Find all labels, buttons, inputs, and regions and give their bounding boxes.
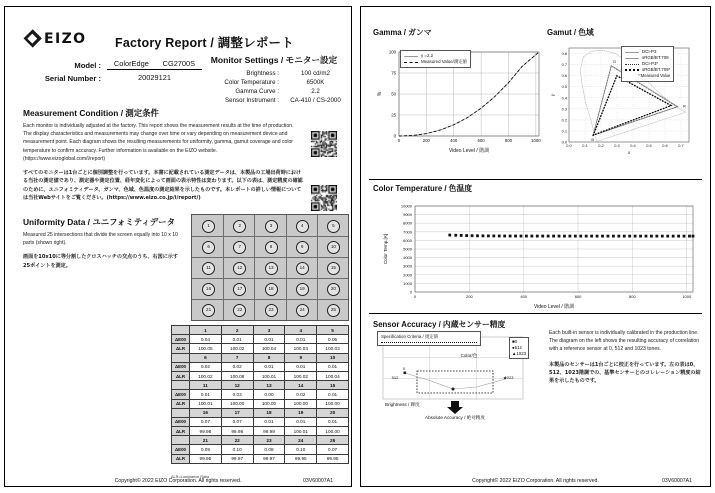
table-cell-de: 0.01 <box>253 417 285 426</box>
qr-code-icon-english[interactable] <box>311 131 337 157</box>
model-values <box>107 59 202 70</box>
uniformity-point-8: 8 <box>265 241 278 254</box>
table-cell-lr: 100.02 <box>285 371 317 380</box>
table-index-cell: 1 <box>190 326 222 335</box>
svg-text:6000: 6000 <box>403 237 412 243</box>
svg-text:Color Temp.[K]: Color Temp.[K] <box>383 233 388 265</box>
table-cell-lr: 100.03 <box>285 344 317 353</box>
svg-text:10000: 10000 <box>400 203 412 209</box>
table-index-cell: 7 <box>221 353 253 362</box>
svg-text:1000: 1000 <box>682 294 692 299</box>
svg-text:9000: 9000 <box>403 212 412 218</box>
serial-value: 20029121 <box>138 73 171 82</box>
table-cell-lr: 100.08 <box>221 371 253 380</box>
uniformity-point-11: 11 <box>202 262 215 275</box>
gamma-legend <box>400 50 471 68</box>
svg-text:1023: 1023 <box>504 375 514 380</box>
svg-text:0.8: 0.8 <box>561 51 567 57</box>
table-cell-de: 0.09 <box>190 445 222 454</box>
table-cell-lr: 100.00 <box>317 399 349 408</box>
svg-text:Video Level / 階調: Video Level / 階調 <box>448 148 490 154</box>
table-row <box>172 417 349 426</box>
uniformity-point-4: 4 <box>296 220 309 233</box>
table-index-cell: 22 <box>221 436 253 445</box>
legend-label: Measured Value/測定値 <box>421 59 468 64</box>
uniformity-point-1: 1 <box>202 220 215 233</box>
uniformity-point-22: 22 <box>233 304 246 317</box>
legend-label: sRGB/BT.709* <box>642 67 671 72</box>
svg-text:0.5: 0.5 <box>646 143 652 148</box>
svg-text:0.3: 0.3 <box>614 143 620 148</box>
uniformity-point-13: 13 <box>265 262 278 275</box>
svg-text:400: 400 <box>450 138 458 143</box>
table-index-cell: 16 <box>190 408 222 417</box>
svg-text:0.1: 0.1 <box>582 143 588 148</box>
table-cell-de: 0.03 <box>221 390 253 399</box>
svg-text:0: 0 <box>393 133 396 139</box>
table-index-cell: 23 <box>253 436 285 445</box>
uniformity-grid-diagram <box>191 214 349 321</box>
table-cell-de: 0.10 <box>285 445 317 454</box>
uniformity-heading: Uniformity Data / ユニフォミティデータ <box>23 217 175 227</box>
sensor-tone-legend <box>509 337 529 359</box>
measurement-condition-section <box>23 107 305 203</box>
legend-swatch-dcip3 <box>625 52 639 53</box>
table-cell-lr: 100.02 <box>190 371 222 380</box>
table-index-cell: 20 <box>317 408 349 417</box>
table-index-cell: 17 <box>221 408 253 417</box>
svg-text:100: 100 <box>388 49 396 55</box>
table-row-header-lr: ΔLR <box>172 427 190 436</box>
uniformity-point-19: 19 <box>296 283 309 296</box>
svg-text:200: 200 <box>422 138 430 143</box>
legend-item <box>512 351 526 357</box>
uniformity-point-24: 24 <box>296 304 309 317</box>
grid-vline <box>254 215 255 320</box>
table-index-cell: 12 <box>221 381 253 390</box>
svg-text:0: 0 <box>397 138 401 143</box>
legend-note: *:Measured Value <box>638 73 671 78</box>
setting-value: 2.2 <box>311 88 320 95</box>
svg-text:0.6: 0.6 <box>561 73 567 79</box>
report-page-right <box>360 6 711 487</box>
uniformity-point-10: 10 <box>327 241 340 254</box>
table-row <box>172 436 349 445</box>
svg-text:0: 0 <box>413 294 417 299</box>
gamma-chart-section <box>373 27 545 166</box>
table-cell-lr: 100.01 <box>285 427 317 436</box>
setting-value: 100 cd/m2 <box>301 70 330 77</box>
table-row <box>172 353 349 362</box>
table-cell-lr: 100.02 <box>221 344 253 353</box>
table-cell-de: 0.01 <box>317 417 349 426</box>
table-cell-lr: 100.03 <box>317 344 349 353</box>
table-cell-lr: 100.04 <box>317 371 349 380</box>
eizo-logo-icon <box>23 29 42 48</box>
table-cell-de: 0.01 <box>317 390 349 399</box>
qr-code-icon-japanese[interactable] <box>311 185 337 211</box>
table-row-header-lr: ΔLR <box>172 454 190 463</box>
table-cell-de: 0.02 <box>285 390 317 399</box>
table-cell-de: 0.01 <box>317 362 349 371</box>
grid-vline <box>223 215 224 320</box>
table-cell-de: 0.00 <box>253 390 285 399</box>
svg-text:5000: 5000 <box>403 246 412 252</box>
table-cell-lr: 100.00 <box>285 399 317 408</box>
table-cell-lr: 100.04 <box>253 344 285 353</box>
sensor-accuracy-english: Each built-in sensor is individually calibrated in the production line. The diagram on the left shows the resulting accuracy of correlation with a reference sensor at 0, 512 and 1023 tones. <box>549 330 700 353</box>
table-row-header-de: ΔE00 <box>172 445 190 454</box>
table-row <box>172 427 349 436</box>
gamut-plot <box>547 38 703 166</box>
svg-text:7000: 7000 <box>403 229 412 235</box>
color-temperature-chart-title: Color Temperature / 色温度 <box>373 184 473 193</box>
svg-text:2000: 2000 <box>403 272 412 278</box>
page-title: Factory Report / 調整レポート <box>115 36 294 50</box>
svg-text:0.2: 0.2 <box>598 143 604 148</box>
table-cell-de: 0.07 <box>317 445 349 454</box>
report-page-left <box>4 6 352 487</box>
grid-hline <box>192 236 348 237</box>
setting-row <box>201 87 347 96</box>
svg-text:8000: 8000 <box>403 220 412 226</box>
table-cell-de: 0.01 <box>285 362 317 371</box>
monitor-settings <box>201 54 347 105</box>
svg-text:600: 600 <box>574 294 582 299</box>
uniformity-point-15: 15 <box>327 262 340 275</box>
table-row <box>172 408 349 417</box>
legend-label: DCI-P3 <box>642 49 657 54</box>
table-row <box>172 335 349 344</box>
table-corner <box>172 353 190 362</box>
svg-text:800: 800 <box>504 138 513 143</box>
setting-value: 6500K <box>306 79 325 86</box>
uniformity-point-21: 21 <box>202 304 215 317</box>
table-cell-lr: 99.97 <box>221 454 253 463</box>
legend-label: γ =2.2 <box>421 53 434 58</box>
table-cell-de: 0.04 <box>190 335 222 344</box>
table-cell-de: 0.01 <box>253 362 285 371</box>
grid-vline <box>317 215 318 320</box>
table-row-header-lr: ΔLR <box>172 399 190 408</box>
table-index-cell: 21 <box>190 436 222 445</box>
legend-swatch-srgb <box>625 58 639 59</box>
table-index-cell: 8 <box>253 353 285 362</box>
table-index-cell: 5 <box>317 326 349 335</box>
table-index-cell: 24 <box>285 436 317 445</box>
legend-label: DCI-P3* <box>642 61 659 66</box>
svg-text:800: 800 <box>629 294 636 299</box>
svg-text:25: 25 <box>391 112 396 118</box>
uniformity-point-12: 12 <box>233 262 246 275</box>
table-index-cell: 3 <box>253 326 285 335</box>
uniformity-point-20: 20 <box>327 283 340 296</box>
measurement-condition-english: Each monitor is individually adjusted at the factory. This report shows the measurement results at the time of production. The display characteristics and measurements may change over time or vary depending on measurement device and measurement point. Each diagram shows the resulting measurements for uniformity, gamma, gamut coverage and color temperature to confirm accuracy. Further information is available on the EIZO website. (https://www.eizoglobal.com/i/report) <box>23 123 294 162</box>
uniformity-point-16: 16 <box>202 283 215 296</box>
table-cell-de: 0.10 <box>221 445 253 454</box>
svg-text:3000: 3000 <box>403 263 412 269</box>
svg-text:0.4: 0.4 <box>561 95 567 101</box>
spec-criteria-label: Specification Criteria / 規定値 <box>381 334 439 339</box>
uniformity-point-18: 18 <box>265 283 278 296</box>
sensor-accuracy-japanese: 本製品のセンサーは1台ごとに校正を行っています。左の表は0、512、1023階調での、基準センサーとのコレレーション精度の結果を示したものです。 <box>549 361 701 385</box>
svg-text:1000: 1000 <box>403 280 412 286</box>
monitor-settings-heading: Monitor Settings / モニター設定 <box>210 55 338 65</box>
table-cell-lr: 100.01 <box>253 371 285 380</box>
model-row <box>27 59 202 70</box>
uniformity-point-2: 2 <box>233 220 246 233</box>
svg-text:0.7: 0.7 <box>561 62 567 68</box>
table-index-cell: 18 <box>253 408 285 417</box>
serial-label: Serial Number : <box>44 74 101 83</box>
table-cell-lr: 99.98 <box>190 427 222 436</box>
legend-item <box>404 59 467 65</box>
table-index-cell: 2 <box>221 326 253 335</box>
svg-text:0.6: 0.6 <box>662 143 668 148</box>
table-index-cell: 19 <box>285 408 317 417</box>
uniformity-point-9: 9 <box>296 241 309 254</box>
svg-text:0.3: 0.3 <box>561 106 567 112</box>
uniformity-table-note: ΔLR=Luminance Ratio <box>171 475 210 479</box>
setting-row <box>201 78 347 87</box>
table-cell-de: 0.07 <box>190 417 222 426</box>
svg-text:200: 200 <box>466 294 473 299</box>
table-index-cell: 25 <box>317 436 349 445</box>
table-row <box>172 445 349 454</box>
setting-row <box>201 69 347 78</box>
table-cell-de: 0.08 <box>253 445 285 454</box>
table-index-cell: 15 <box>317 381 349 390</box>
table-corner <box>172 326 190 335</box>
svg-text:4000: 4000 <box>403 255 412 261</box>
gamma-chart-title: Gamma / ガンマ <box>373 28 432 37</box>
uniformity-point-6: 6 <box>202 241 215 254</box>
legend-swatch-srgb-measured <box>625 69 639 71</box>
table-row <box>172 344 349 353</box>
table-row-header-de: ΔE00 <box>172 362 190 371</box>
gamut-legend <box>621 46 674 82</box>
setting-value: CA-410 / CS-2000 <box>290 97 341 104</box>
gamut-chart-title: Gamut / 色域 <box>547 28 594 37</box>
grid-hline <box>192 257 348 258</box>
sensor-accuracy-diagram <box>373 329 543 421</box>
sensor-accuracy-section <box>373 319 703 420</box>
svg-text:512: 512 <box>391 375 399 380</box>
document-number: 03V60007A1 <box>302 478 333 484</box>
svg-text:0.1: 0.1 <box>561 128 567 134</box>
svg-text:0: 0 <box>402 366 406 371</box>
copyright-text: Copyright© 2022 EIZO Corporation. All rights reserved. <box>114 478 242 484</box>
uniformity-english: Measured 25 intersections that divide the screen equally into 10 x 10 parts (shown right). <box>23 232 178 247</box>
table-cell-de: 0.01 <box>285 417 317 426</box>
setting-name: Brightness : <box>246 70 279 77</box>
table-cell-lr: 99.99 <box>253 427 285 436</box>
setting-name: Sensor Instrument : <box>225 97 279 104</box>
uniformity-point-23: 23 <box>265 304 278 317</box>
color-temperature-chart-section <box>373 183 703 312</box>
uniformity-point-7: 7 <box>233 241 246 254</box>
spec-criteria-line <box>381 342 477 343</box>
sensor-accuracy-heading: Sensor Accuracy / 内蔵センサー精度 <box>373 320 506 329</box>
uniformity-point-17: 17 <box>233 283 246 296</box>
serial-row <box>27 73 202 83</box>
uniformity-point-5: 5 <box>327 220 340 233</box>
model-block <box>27 59 202 86</box>
table-index-cell: 13 <box>253 381 285 390</box>
svg-text:0.2: 0.2 <box>561 117 567 123</box>
table-cell-lr: 99.97 <box>253 454 285 463</box>
table-cell-de: 0.01 <box>221 335 253 344</box>
model-label: Model : <box>74 61 101 70</box>
eizo-logo-text: EIZO <box>44 30 87 47</box>
table-cell-de: 0.02 <box>190 362 222 371</box>
model-series: ColorEdge <box>113 59 149 68</box>
table-index-cell: 4 <box>285 326 317 335</box>
table-cell-lr: 99.95 <box>190 454 222 463</box>
table-row <box>172 326 349 335</box>
table-cell-lr: 100.00 <box>221 399 253 408</box>
setting-row <box>201 96 347 105</box>
legend-label: sRGB/BT.709 <box>642 55 669 60</box>
svg-text:50: 50 <box>391 91 396 97</box>
eizo-logo <box>23 29 86 48</box>
table-cell-de: 0.02 <box>221 362 253 371</box>
uniformity-table <box>171 325 349 464</box>
setting-name: Gamma Curve : <box>235 88 279 95</box>
divider-upper <box>369 179 702 180</box>
table-row <box>172 381 349 390</box>
gamma-plot <box>373 38 545 166</box>
table-row-header-lr: ΔLR <box>172 371 190 380</box>
svg-text:1000: 1000 <box>531 138 541 143</box>
measurement-condition-japanese: すべてのモニターは1台ごとに個別調整を行っています。本書に記載されている測定データは、本製品の工場出荷時における当社の測定値であり、測定器や測定位置、経年変化によって画面の表示特性は変わります。以下の表は、測定精度の確認のために、ユニフォミティデータ、ガンマ、色域、色温度の測定結果を示したものです。本レポートの詳しい情報については当社Webサイトをご覧ください。(https://www.eizo.co.jp/i/report/) <box>23 170 303 202</box>
legend-swatch-dcip3-measured <box>625 64 639 65</box>
uniformity-japanese: 画面を10x10に等分割したクロスハッチの交点のうち、右図に示す25ポイントを測定。 <box>23 254 178 269</box>
table-row-header-de: ΔE00 <box>172 390 190 399</box>
table-row <box>172 454 349 463</box>
svg-text:%: % <box>377 91 383 97</box>
table-cell-de: 0.01 <box>190 390 222 399</box>
table-cell-lr: 100.01 <box>190 399 222 408</box>
table-corner <box>172 436 190 445</box>
color-temperature-chart-svg <box>373 194 703 312</box>
table-cell-de: 0.07 <box>221 417 253 426</box>
table-cell-de: 0.01 <box>285 335 317 344</box>
color-temperature-plot <box>373 194 703 312</box>
table-row <box>172 362 349 371</box>
svg-text:600: 600 <box>477 138 485 143</box>
svg-text:G: G <box>613 59 617 65</box>
copyright-text: Copyright© 2022 EIZO Corporation. All rights reserved. <box>472 478 599 484</box>
table-row-header-de: ΔE00 <box>172 417 190 426</box>
table-cell-de: 0.05 <box>317 335 349 344</box>
grid-vline <box>286 215 287 320</box>
table-row-header-lr: ΔLR <box>172 344 190 353</box>
table-index-cell: 9 <box>285 353 317 362</box>
uniformity-point-3: 3 <box>265 220 278 233</box>
svg-text:Absolute Accuracy / 絶対精度: Absolute Accuracy / 絶対精度 <box>425 415 485 420</box>
table-index-cell: 14 <box>285 381 317 390</box>
svg-text:0.7: 0.7 <box>678 143 684 148</box>
uniformity-section <box>23 216 183 270</box>
grid-hline <box>192 299 348 300</box>
document-number: 03V60007A1 <box>661 478 692 484</box>
legend-label: ▲1023 <box>512 351 527 356</box>
uniformity-point-14: 14 <box>296 262 309 275</box>
svg-text:B: B <box>591 137 595 143</box>
svg-text:Video Level / 階調: Video Level / 階調 <box>533 304 575 310</box>
table-index-cell: 10 <box>317 353 349 362</box>
svg-text:0.0: 0.0 <box>566 143 572 148</box>
table-cell-lr: 100.00 <box>317 427 349 436</box>
svg-text:R: R <box>683 103 686 109</box>
svg-text:0.4: 0.4 <box>630 143 636 148</box>
table-cell-lr: 99.95 <box>317 454 349 463</box>
table-cell-de: 0.01 <box>253 335 285 344</box>
grid-hline <box>192 278 348 279</box>
svg-text:Brightness / 輝度: Brightness / 輝度 <box>385 402 420 407</box>
measurement-condition-heading: Measurement Condition / 測定条件 <box>23 108 159 118</box>
svg-text:Color/色: Color/色 <box>460 353 478 358</box>
legend-swatch-measured <box>404 62 418 63</box>
svg-text:0: 0 <box>409 289 412 295</box>
svg-text:0.5: 0.5 <box>561 84 567 90</box>
table-row <box>172 371 349 380</box>
svg-text:x: x <box>627 150 631 155</box>
svg-text:75: 75 <box>391 70 396 76</box>
table-index-cell: 11 <box>190 381 222 390</box>
table-corner <box>172 381 190 390</box>
table-cell-lr: 100.00 <box>253 399 285 408</box>
table-row-header-de: ΔE00 <box>172 335 190 344</box>
legend-label: ■0 <box>512 339 518 344</box>
legend-swatch-gamma22 <box>404 56 418 57</box>
table-cell-lr: 100.05 <box>190 344 222 353</box>
svg-text:y: y <box>550 93 555 97</box>
table-cell-lr: 99.98 <box>221 427 253 436</box>
table-corner <box>172 408 190 417</box>
svg-text:400: 400 <box>520 294 528 299</box>
table-cell-lr: 99.95 <box>285 454 317 463</box>
svg-text:0.0: 0.0 <box>561 139 567 145</box>
legend-label: ●512 <box>512 345 522 350</box>
setting-name: Color Temperature : <box>224 79 279 86</box>
uniformity-point-25: 25 <box>327 304 340 317</box>
gamut-chart-section <box>547 27 703 166</box>
table-index-cell: 6 <box>190 353 222 362</box>
model-number: CG2700S <box>162 59 196 68</box>
spec-criteria-legend <box>377 331 481 346</box>
sensor-accuracy-text <box>549 329 701 386</box>
table-row <box>172 399 349 408</box>
divider-lower <box>369 313 702 314</box>
table-row <box>172 390 349 399</box>
